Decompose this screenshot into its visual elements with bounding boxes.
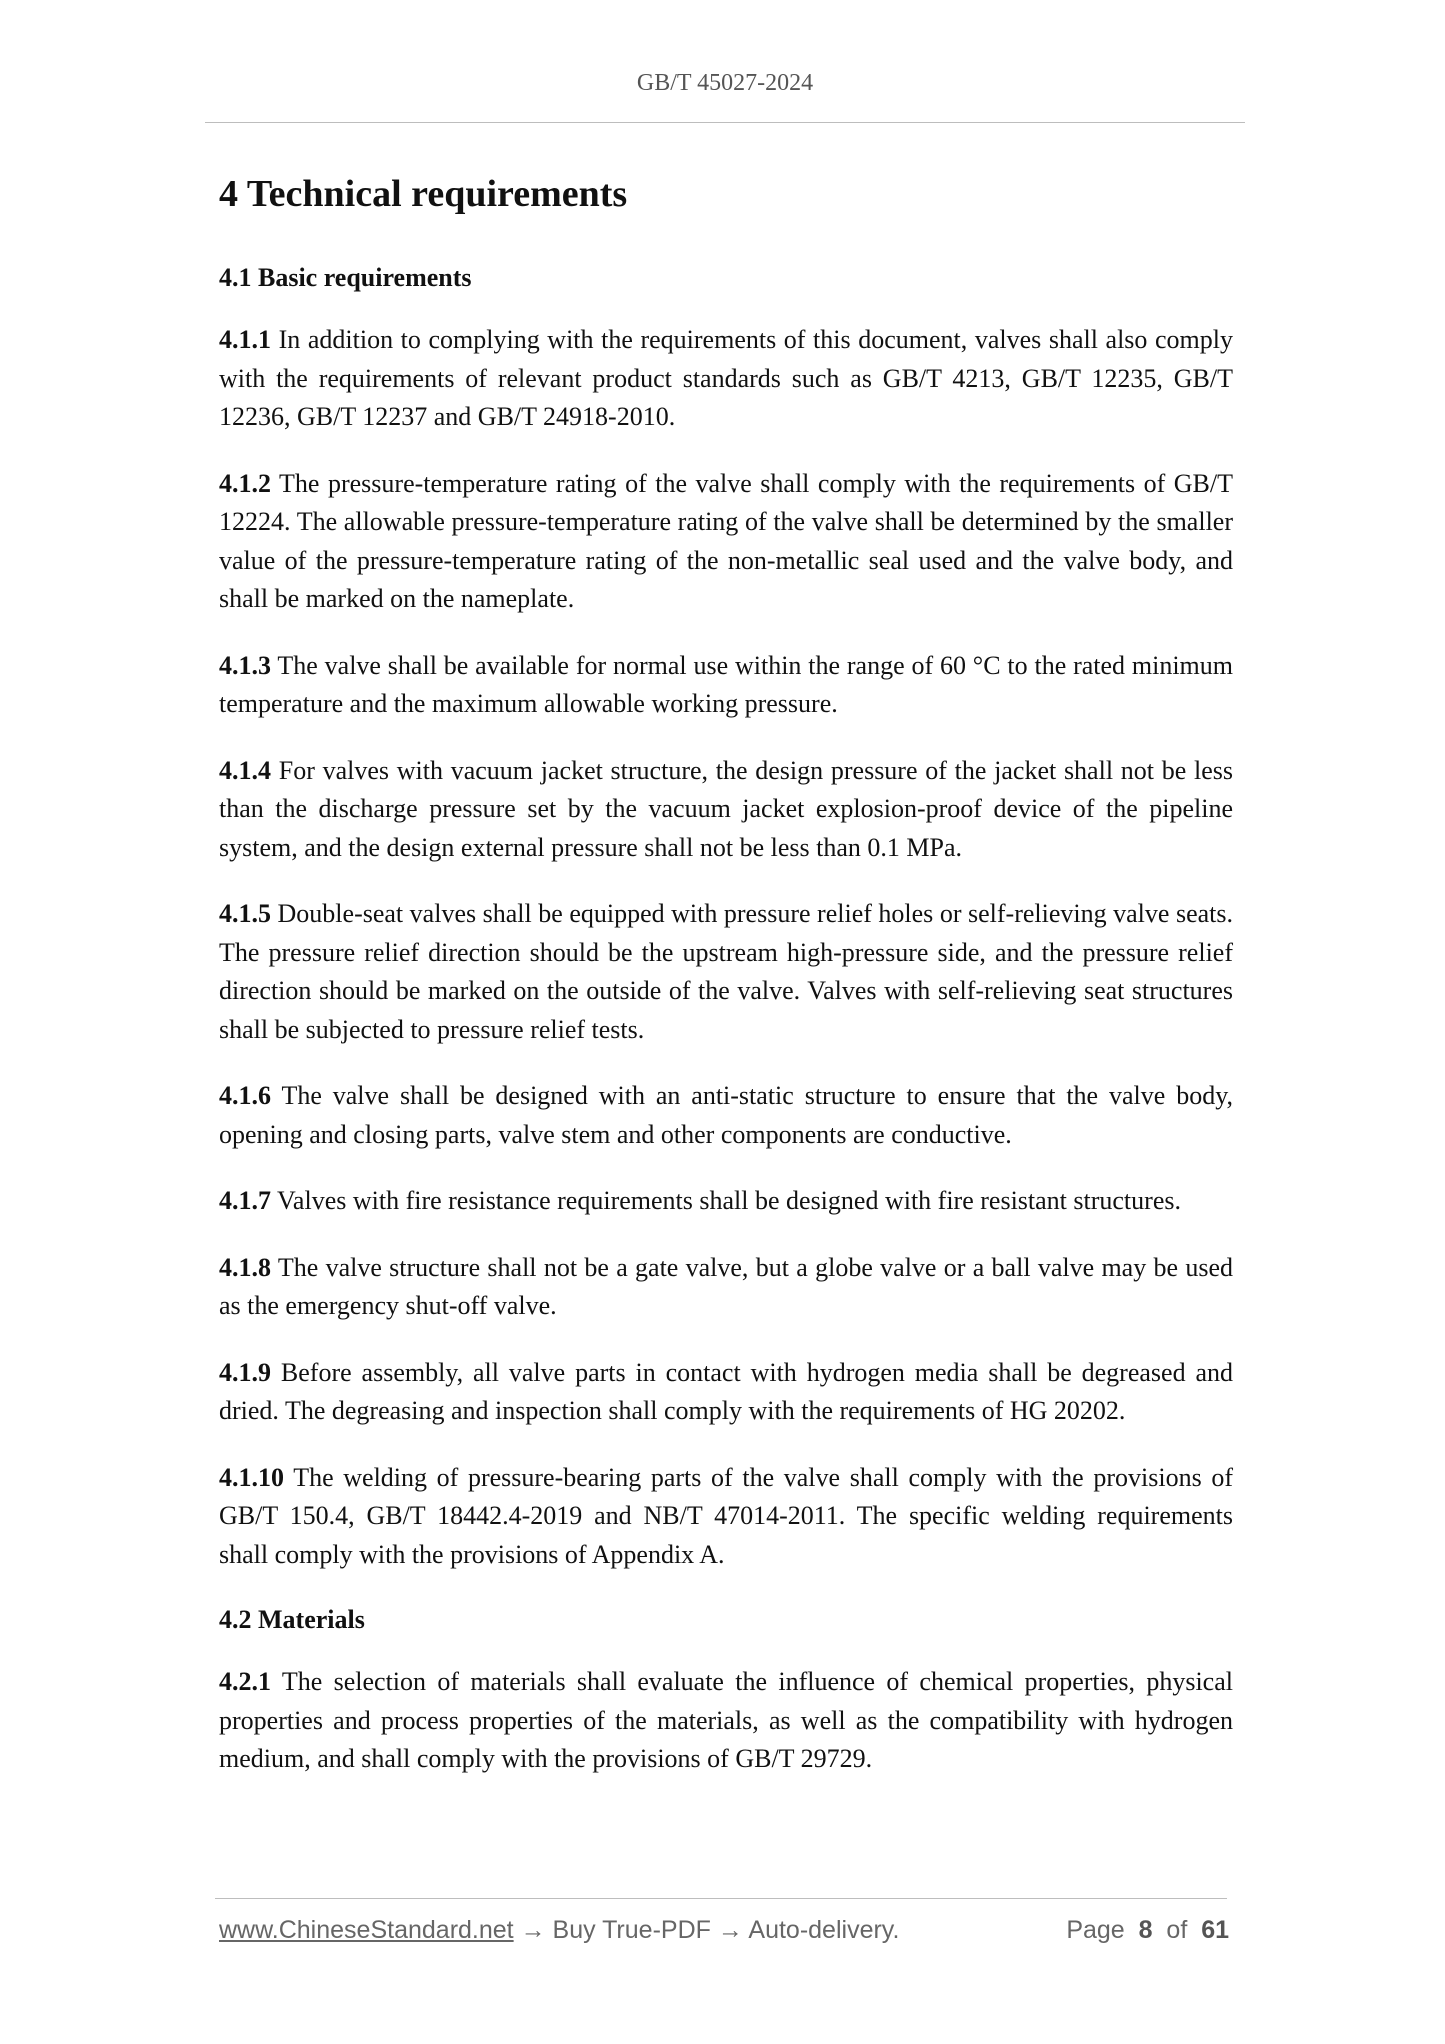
clause-4-1-5 bbox=[219, 895, 1233, 1049]
clause-number: 4.1.6 bbox=[219, 1081, 271, 1110]
page-of: of bbox=[1166, 1916, 1188, 1944]
clause-4-1-1 bbox=[219, 321, 1233, 437]
clause-4-1-10 bbox=[219, 1459, 1233, 1575]
clause-4-1-8 bbox=[219, 1249, 1233, 1326]
footer-tagline: → Buy True-PDF → Auto-delivery. bbox=[513, 1916, 900, 1944]
clause-text: Double-seat valves shall be equipped with pressure relief holes or self-relieving valve seats. The pressure relief direction should be the upstream high-pressure side, and the pressure relief direction should be marked on the outside of the valve. Valves with self-relieving seat structures shall be subjected to pressure relief tests. bbox=[219, 899, 1234, 1044]
clause-number: 4.1.3 bbox=[219, 650, 271, 680]
header-divider bbox=[205, 122, 1245, 123]
clause-text: The pressure-temperature rating of the valve shall comply with the requirements of GB/T 12224. The allowable pressure-temperature rating of the valve shall be determined by the smaller value of the pressure-temperature rating of the non-metallic seal used and the valve body, and shall be marked on the nameplate. bbox=[219, 468, 1234, 613]
clause-number: 4.1.10 bbox=[219, 1462, 284, 1492]
page-total: 61 bbox=[1201, 1916, 1229, 1944]
clause-text: For valves with vacuum jacket structure, the design pressure of the jacket shall not be less than the discharge pressure set by the vacuum jacket explosion-proof device of the pipeline system, and the design external pressure shall not be less than 0.1 MPa. bbox=[219, 755, 1234, 862]
clause-4-1-9 bbox=[219, 1354, 1233, 1431]
clause-number: 4.1.5 bbox=[219, 899, 271, 928]
clause-text: The selection of materials shall evaluate the influence of chemical properties, physical properties and process properties of the materials, as well as the compatibility with hydrogen medium, and shall comply with the provisions of GB/T 29729. bbox=[219, 1667, 1233, 1773]
clause-4-1-2 bbox=[219, 465, 1233, 619]
subsection-title: 4.1 Basic requirements bbox=[219, 263, 472, 292]
clause-4-1-7 bbox=[219, 1182, 1233, 1221]
clause-number: 4.2.1 bbox=[219, 1667, 271, 1696]
clause-number: 4.1.9 bbox=[219, 1357, 271, 1387]
page-current: 8 bbox=[1138, 1916, 1153, 1944]
clause-4-1-4 bbox=[219, 752, 1233, 868]
clause-text: The welding of pressure-bearing parts of the valve shall comply with the provisions of GB/T 150.4, GB/T 18442.4-2019 and NB/T 47014-2011. The specific welding requirements shall comply with the provisions of Appendix A. bbox=[219, 1462, 1234, 1569]
clause-text: The valve shall be available for normal use within the range of 60 °C to the rated minimum temperature and the maximum allowable working pressure. bbox=[219, 650, 1234, 718]
footer-divider bbox=[215, 1898, 1227, 1899]
clause-number: 4.1.8 bbox=[219, 1252, 271, 1282]
page-content bbox=[219, 170, 1233, 1807]
running-header: GB/T 45027-2024 bbox=[636, 70, 814, 96]
clause-4-2-1 bbox=[219, 1663, 1233, 1779]
page-label: Page bbox=[1066, 1916, 1125, 1944]
clause-text: The valve structure shall not be a gate valve, but a globe valve or a ball valve may be used as the emergency shut-off valve. bbox=[219, 1252, 1234, 1320]
page-indicator bbox=[1066, 1916, 1229, 1945]
section-title: 4 Technical requirements bbox=[219, 173, 628, 215]
clause-text: Valves with fire resistance requirements shall be designed with fire resistant structures. bbox=[277, 1186, 1181, 1215]
footer-promo bbox=[219, 1916, 899, 1945]
clause-text: Before assembly, all valve parts in contact with hydrogen media shall be degreased and dried. The degreasing and inspection shall comply with the requirements of HG 20202. bbox=[219, 1357, 1234, 1425]
clause-text: In addition to complying with the requirements of this document, valves shall also comply with the requirements of relevant product standards such as GB/T 4213, GB/T 12235, GB/T 12236, GB/T 12237 and GB/T 24918-2010. bbox=[219, 325, 1234, 431]
subsection-title: 4.2 Materials bbox=[219, 1605, 365, 1634]
website-link[interactable]: www.ChineseStandard.net bbox=[219, 1916, 514, 1944]
clause-number: 4.1.7 bbox=[219, 1186, 271, 1215]
clause-number: 4.1.2 bbox=[219, 468, 271, 498]
clause-4-1-6 bbox=[219, 1077, 1233, 1154]
clause-4-1-3 bbox=[219, 647, 1233, 724]
clause-number: 4.1.4 bbox=[219, 755, 271, 785]
clause-text: The valve shall be designed with an anti-static structure to ensure that the valve body, opening and closing parts, valve stem and other components are conductive. bbox=[219, 1081, 1234, 1149]
clause-number: 4.1.1 bbox=[219, 325, 271, 354]
page-footer bbox=[219, 1916, 1229, 1952]
